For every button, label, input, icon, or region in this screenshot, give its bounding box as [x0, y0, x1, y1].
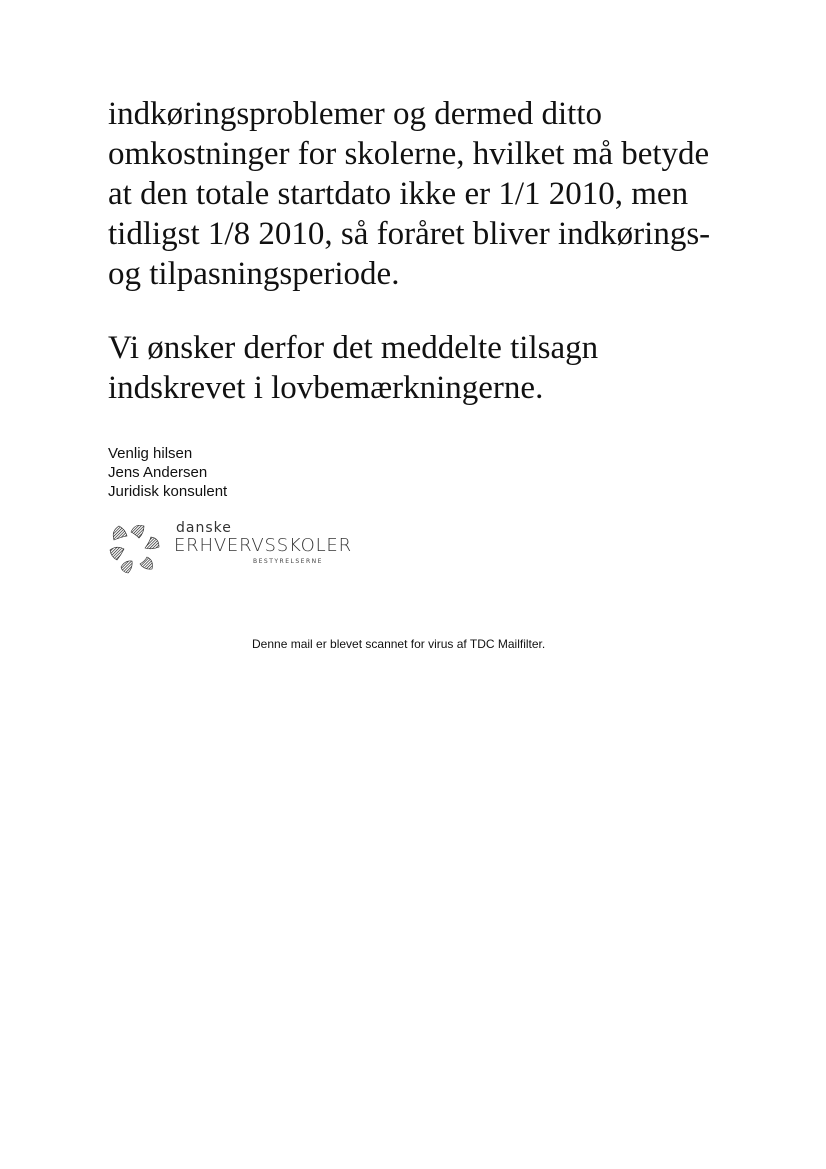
letter-paragraph-1: [108, 94, 808, 294]
letter-paragraph-2: [108, 328, 808, 408]
paragraph-line: indkøringsproblemer og dermed ditto: [108, 96, 602, 132]
sender-name: Jens Andersen: [108, 464, 208, 481]
paragraph-line: Vi ønsker derfor det meddelte tilsagn: [108, 330, 599, 366]
star-logo-icon: [107, 520, 163, 576]
paragraph-line: og tilpasningsperiode.: [108, 256, 400, 292]
paragraph-line: at den totale startdato ikke er 1/1 2010, men: [108, 176, 689, 212]
paragraph-line: tidligst 1/8 2010, så foråret bliver indkørings-: [108, 216, 711, 252]
signature-block: [108, 444, 227, 501]
virus-scan-notice: Denne mail er blevet scannet for virus af TDC Mailfilter.: [252, 637, 546, 651]
logo-line-erhvervsskoler: ERHVERVSSKOLER: [174, 535, 352, 556]
closing: Venlig hilsen: [108, 445, 193, 462]
logo-line-bestyrelserne: BESTYRELSERNE: [253, 558, 323, 565]
logo-line-danske: danske: [176, 520, 232, 536]
paragraph-line: omkostninger for skolerne, hvilket må betyde: [108, 136, 710, 172]
paragraph-line: indskrevet i lovbemærkningerne.: [108, 370, 544, 406]
sender-title: Juridisk konsulent: [108, 483, 228, 500]
organization-logo: [107, 520, 352, 576]
